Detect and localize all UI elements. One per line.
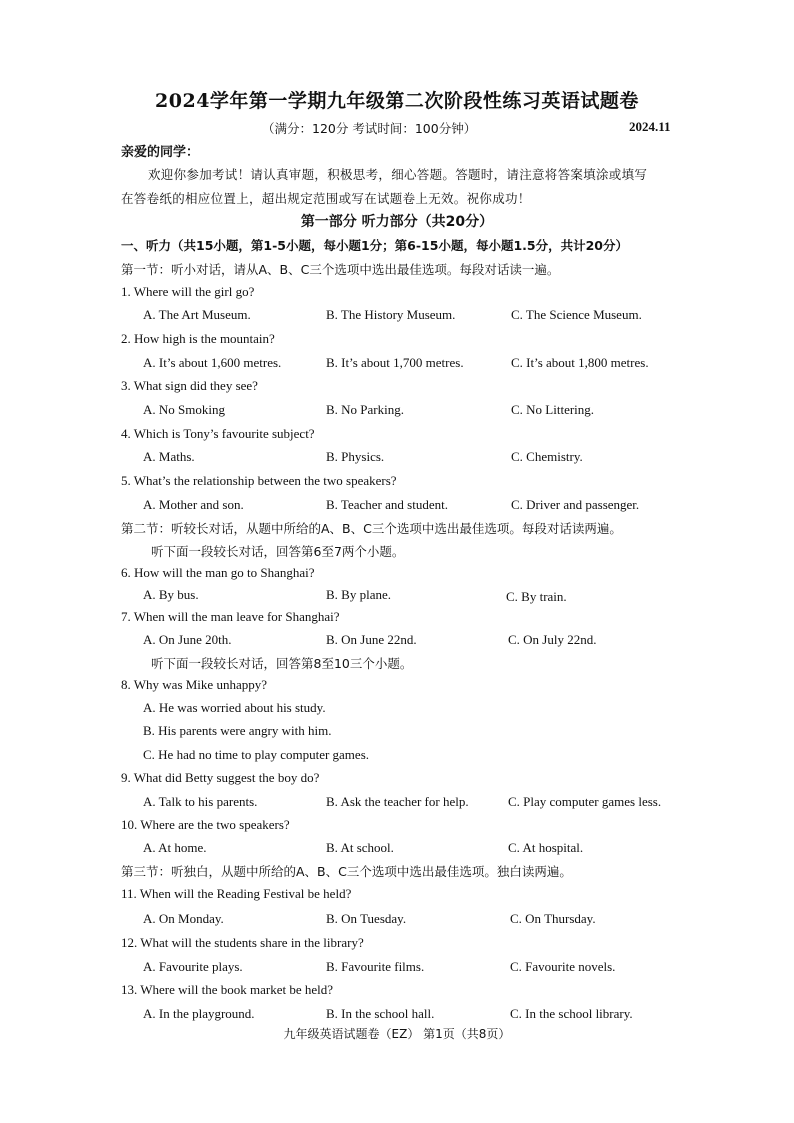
subsection-2-note-2: 听下面一段较长对话，回答第8至10三个小题。 <box>151 656 413 671</box>
q6-option-b: B. By plane. <box>326 587 391 602</box>
q5-option-a: A. Mother and son. <box>143 497 244 512</box>
subsection-2-note-1: 听下面一段较长对话，回答第6至7两个小题。 <box>151 544 405 559</box>
q1-option-b: B. The History Museum. <box>326 307 456 322</box>
q2-option-c: C. It’s about 1,800 metres. <box>511 355 649 370</box>
exam-meta: （满分：120分 考试时间：100分钟） <box>262 121 477 136</box>
q3-option-b: B. No Parking. <box>326 402 404 417</box>
question-6: 6. How will the man go to Shanghai? <box>121 565 315 580</box>
question-3: 3. What sign did they see? <box>121 378 258 393</box>
intro-line-2: 在答卷纸的相应位置上，超出规定范围或写在试题卷上无效。祝你成功！ <box>121 191 531 206</box>
q1-option-a: A. The Art Museum. <box>143 307 251 322</box>
q11-option-b: B. On Tuesday. <box>326 911 407 926</box>
q8-option-c: C. He had no time to play computer games. <box>143 747 370 762</box>
greeting: 亲爱的同学： <box>121 145 200 160</box>
subsection-1: 第一节：听小对话，请从A、B、C三个选项中选出最佳选项。每段对话读一遍。 <box>121 262 560 277</box>
q3-option-a: A. No Smoking <box>143 402 225 417</box>
q9-option-c: C. Play computer games less. <box>508 794 662 809</box>
question-7: 7. When will the man leave for Shanghai? <box>121 609 340 624</box>
q6-option-a: A. By bus. <box>143 587 199 602</box>
q12-option-b: B. Favourite films. <box>326 959 425 974</box>
question-8: 8. Why was Mike unhappy? <box>121 677 267 692</box>
q4-option-c: C. Chemistry. <box>511 449 583 464</box>
q7-option-b: B. On June 22nd. <box>326 632 417 647</box>
question-2: 2. How high is the mountain? <box>121 331 275 346</box>
q9-option-a: A. Talk to his parents. <box>143 794 258 809</box>
q13-option-b: B. In the school hall. <box>326 1006 435 1021</box>
listening-section-title: 一、听力（共15小题，第1-5小题，每小题1分；第6-15小题，每小题1.5分，共计20分） <box>121 238 628 253</box>
question-11: 11. When will the Reading Festival be held? <box>121 886 352 901</box>
q3-option-c: C. No Littering. <box>511 402 595 417</box>
q5-option-c: C. Driver and passenger. <box>511 497 640 512</box>
subsection-3: 第三节：听独白，从题中所给的A、B、C三个选项中选出最佳选项。独白读两遍。 <box>121 864 572 879</box>
q12-option-a: A. Favourite plays. <box>143 959 243 974</box>
q10-option-b: B. At school. <box>326 840 394 855</box>
question-12: 12. What will the students share in the library? <box>121 935 364 950</box>
subsection-2: 第二节：听较长对话，从题中所给的A、B、C三个选项中选出最佳选项。每段对话读两遍。 <box>121 521 622 536</box>
q7-option-a: A. On June 20th. <box>143 632 232 647</box>
q11-option-a: A. On Monday. <box>143 911 224 926</box>
question-4: 4. Which is Tony’s favourite subject? <box>121 426 315 441</box>
q2-option-a: A. It’s about 1,600 metres. <box>143 355 282 370</box>
question-10: 10. Where are the two speakers? <box>121 817 290 832</box>
q9-option-b: B. Ask the teacher for help. <box>326 794 469 809</box>
q6-option-c: C. By train. <box>506 589 567 604</box>
q12-option-c: C. Favourite novels. <box>510 959 616 974</box>
q10-option-a: A. At home. <box>143 840 207 855</box>
q4-option-b: B. Physics. <box>326 449 385 464</box>
q11-option-c: C. On Thursday. <box>510 911 596 926</box>
q4-option-a: A. Maths. <box>143 449 195 464</box>
q10-option-c: C. At hospital. <box>508 840 584 855</box>
exam-date: 2024.11 <box>629 119 671 134</box>
part-heading: 第一部分 听力部分（共20分） <box>300 214 494 230</box>
question-9: 9. What did Betty suggest the boy do? <box>121 770 320 785</box>
question-1: 1. Where will the girl go? <box>121 284 255 299</box>
q13-option-c: C. In the school library. <box>510 1006 633 1021</box>
q1-option-c: C. The Science Museum. <box>511 307 642 322</box>
q7-option-c: C. On July 22nd. <box>508 632 597 647</box>
page-footer: 九年级英语试题卷（EZ） 第1页（共8页） <box>283 1027 511 1041</box>
q13-option-a: A. In the playground. <box>143 1006 255 1021</box>
question-13: 13. Where will the book market be held? <box>121 982 334 997</box>
q8-option-b: B. His parents were angry with him. <box>143 723 332 738</box>
q2-option-b: B. It’s about 1,700 metres. <box>326 355 464 370</box>
question-5: 5. What’s the relationship between the two speakers? <box>121 473 397 488</box>
exam-title: 2024学年第一学期九年级第二次阶段性练习英语试题卷 <box>155 90 639 112</box>
q8-option-a: A. He was worried about his study. <box>143 700 326 715</box>
intro-line-1: 欢迎你参加考试！请认真审题，积极思考，细心答题。答题时，请注意将答案填涂或填写 <box>148 167 648 182</box>
q5-option-b: B. Teacher and student. <box>326 497 448 512</box>
